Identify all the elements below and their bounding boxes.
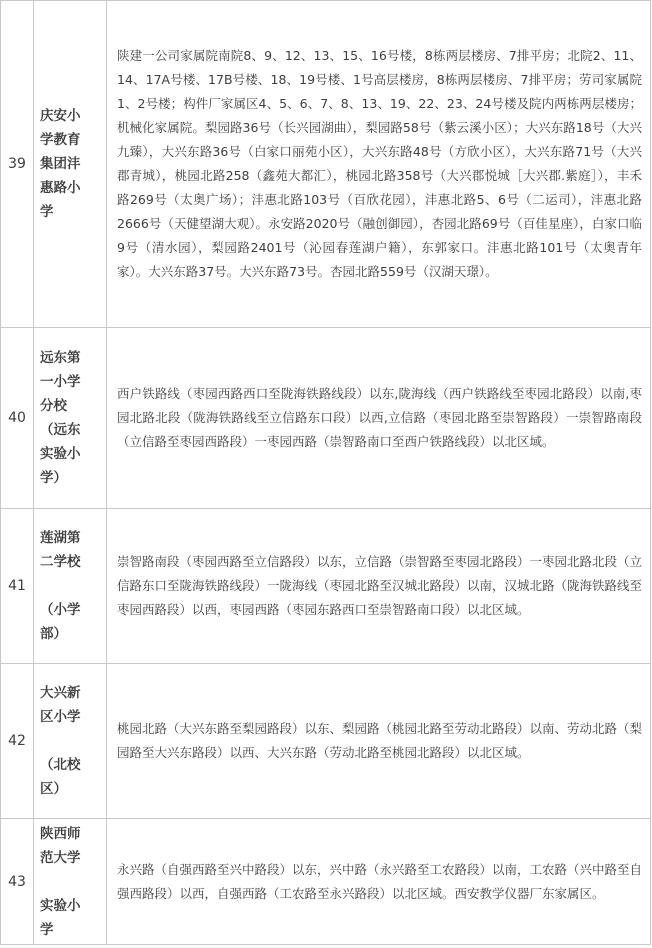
row-number: 42 — [1, 664, 34, 819]
school-name-line: 区） — [40, 781, 67, 797]
school-name-line: 莲湖第 — [40, 530, 81, 546]
school-name — [34, 1, 107, 328]
school-name-line: （北校 — [40, 757, 81, 773]
school-name-line: 学教育 — [40, 132, 81, 148]
school-name-line: 远东第 — [40, 350, 81, 366]
school-name-line: 二学校 — [40, 554, 81, 570]
school-name-line: 集团沣 — [40, 156, 81, 172]
school-name — [34, 328, 107, 509]
school-name-line: 部） — [40, 626, 67, 642]
school-name-line: 分校 — [40, 398, 67, 414]
school-name-line: 庆安小 — [40, 108, 81, 124]
table-row — [1, 509, 651, 664]
school-name-line: （小学 — [40, 602, 81, 618]
table-row — [1, 1, 651, 328]
school-name-line: 大兴新 — [40, 685, 81, 701]
school-name-line: 一小学 — [40, 374, 81, 390]
school-name-line: 陕西师 — [40, 825, 81, 842]
spacer — [40, 870, 103, 894]
school-name-line: 区小学 — [40, 709, 81, 725]
row-number: 39 — [1, 1, 34, 328]
school-name — [34, 819, 107, 945]
school-name-line: （远东 — [40, 422, 81, 438]
school-name-line: 范大学 — [40, 849, 81, 866]
school-name-line: 学 — [40, 204, 54, 220]
school-name — [34, 664, 107, 819]
row-number: 43 — [1, 819, 34, 945]
school-name-line: 实验小 — [40, 446, 81, 462]
spacer — [40, 574, 103, 598]
spacer — [40, 729, 103, 753]
enrollment-area: 桃园北路（大兴东路至梨园路段）以东、梨园路（桃园北路至劳动北路段）以南、劳动北路（梨园路至大兴东路段）以西、大兴东路（劳动北路至桃园北路段）以北区域。 — [107, 664, 651, 819]
school-name-line: 学 — [40, 921, 54, 938]
school-name — [34, 509, 107, 664]
school-name-line: 学） — [40, 470, 67, 486]
enrollment-area: 西户铁路线（枣园西路西口至陇海铁路线段）以东,陇海线（西户铁路线至枣园北路段）以南,枣园北路北段（陇海铁路线至立信路东口段）以西,立信路（枣园北路至崇智路段）一崇智路南段（立信路至枣园西路段）一枣园西路（崇智路南口至西户铁路线段）以北区域。 — [107, 328, 651, 509]
school-name-line: 实验小 — [40, 897, 81, 914]
enrollment-area: 崇智路南段（枣园西路至立信路段）以东，立信路（崇智路至枣园北路段）一枣园北路北段（立信路东口至陇海铁路线段）一陇海线（枣园北路至汉城北路段）以南，汉城北路（陇海铁路线至枣园西路段）以西，枣园西路（枣园东路西口至崇智路南口段）以北区域。 — [107, 509, 651, 664]
table-row — [1, 328, 651, 509]
enrollment-area: 陕建一公司家属院南院8、9、12、13、15、16号楼，8栋两层楼房、7排平房；北院2、11、14、17A号楼、17B号楼、18、19号楼、1号高层楼房，8栋两层楼房、7排平房；劳司家属院1、2号楼；构件厂家属区4、5、6、7、8、13、19、22、23、24号楼及院内两栋两层楼房；机械化家属院。梨园路36号（长兴园湖曲），梨园路58号（紫云溪小区）；大兴东路18号（大兴九臻），大兴东路36号（白家口丽苑小区），大兴东路48号（方欣小区），大兴东路71号（大兴郡青城），桃园北路258（鑫苑大都汇），桃园北路358号（大兴郡悦城［大兴郡.紫庭］），丰禾路269号（太奥广场）；沣惠北路103号（百欣花园），沣惠北路5、6号（二运司），沣惠北路2666号（天健望湖大观）。永安路2020号（融创御园），杏园北路69号（百佳星座），白家口临9号（清水园），梨园路2401号（沁园春莲湖户籍），东郭家口。沣惠北路101号（太奥青年家）。大兴东路37号。大兴东路73号。杏园北路559号（汉湖天璟）。 — [107, 1, 651, 328]
row-number: 40 — [1, 328, 34, 509]
table-row — [1, 664, 651, 819]
table-row — [1, 819, 651, 945]
row-number: 41 — [1, 509, 34, 664]
enrollment-area: 永兴路（自强西路至兴中路段）以东，兴中路（永兴路至工农路段）以南，工农路（兴中路至自强西路段）以西，自强西路（工农路至永兴路段）以北区域。西安教学仪器厂东家属区。 — [107, 819, 651, 945]
school-name-line: 惠路小 — [40, 180, 81, 196]
